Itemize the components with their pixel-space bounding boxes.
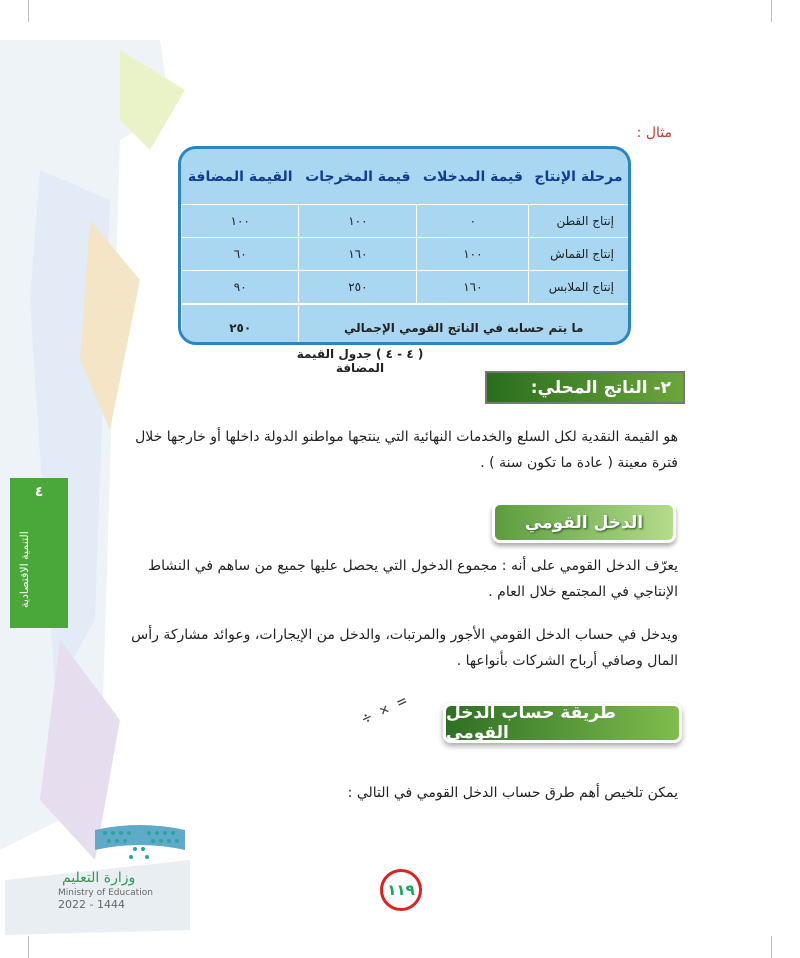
ministry-year: 2022 - 1444 [58, 898, 125, 911]
crop-mark-top-right [771, 0, 772, 22]
ministry-logo-icon [95, 825, 190, 865]
national-income-components: ويدخل في حساب الدخل القومي الأجور والمرتبات، والدخل من الإيجارات، وعوائد مشاركة رأس المال وصافي أرباح الشركات بأنواعها . [131, 627, 678, 669]
table-header: قيمة المدخلات [422, 168, 523, 185]
crop-mark-bottom-left [28, 936, 29, 958]
ministry-name-english: Ministry of Education [58, 888, 153, 898]
chapter-title: التنمية الاقتصادية [18, 531, 31, 609]
table-cell: ١٠٠ [182, 205, 299, 238]
section-heading-text: الدخل القومي [524, 512, 644, 533]
section-heading-text: طريقة حساب الدخل القومي [446, 703, 616, 743]
gdp-definition: هو القيمة النقدية لكل السلع والخدمات النهائية التي ينتجها مواطنو الدولة داخلها أو خارجها خلال فترة معينة ( عادة ما تكون سنة ) . [135, 429, 678, 471]
table-cell: إنتاج القماش [529, 238, 628, 271]
crop-mark-bottom-right [771, 936, 772, 958]
math-symbols-icon: ÷ × = [358, 690, 410, 729]
table-header: قيمة المخرجات [305, 168, 411, 185]
table-header-row [182, 149, 629, 205]
table-row [182, 238, 629, 271]
table-cell: ١٠٠ [299, 205, 417, 238]
table-header: مرحلة الإنتاج [534, 168, 623, 185]
table-cell: ١٦٠ [299, 238, 417, 271]
table-total-label: ما يتم حسابه في الناتج القومي الإجمالي [299, 304, 628, 345]
calculation-intro: يمكن تلخيص أهم طرق حساب الدخل القومي في التالي : [347, 785, 678, 801]
section-heading-national-income [492, 502, 676, 543]
value-added-table [178, 146, 631, 345]
table-cell: ٠ [417, 205, 529, 238]
table-cell: ١٠٠ [417, 238, 529, 271]
section-heading-gdp [485, 371, 685, 404]
section-heading-calculation-method [443, 703, 682, 743]
page-number: ١١٩ [380, 869, 422, 911]
table-header: القيمة المضافة [187, 168, 293, 185]
table-cell: إنتاج الملابس [529, 271, 628, 305]
table-cell: ١٦٠ [417, 271, 529, 305]
chapter-number: ٤ [34, 484, 44, 500]
section-heading-text: ٢- الناتج المحلي: [530, 377, 671, 398]
table-total-value: ٢٥٠ [182, 304, 299, 345]
national-income-definition: يعرّف الدخل القومي على أنه : مجموع الدخول التي يحصل عليها جميع من ساهم في النشاط الإنتاجي في المجتمع خلال العام . [148, 558, 678, 600]
table-total-row [182, 304, 629, 345]
example-label: مثال : [636, 125, 672, 141]
crop-mark-top-left [28, 0, 29, 22]
table-cell: ٩٠ [182, 271, 299, 305]
table-caption: ( ٤ - ٤ ) جدول القيمة المضافة [296, 347, 424, 375]
table-row [182, 205, 629, 238]
ministry-name-arabic: وزارة التعليم [62, 870, 136, 886]
table-cell: ٦٠ [182, 238, 299, 271]
table-cell: إنتاج القطن [529, 205, 628, 238]
table-cell: ٢٥٠ [299, 271, 417, 305]
table-row [182, 271, 629, 305]
